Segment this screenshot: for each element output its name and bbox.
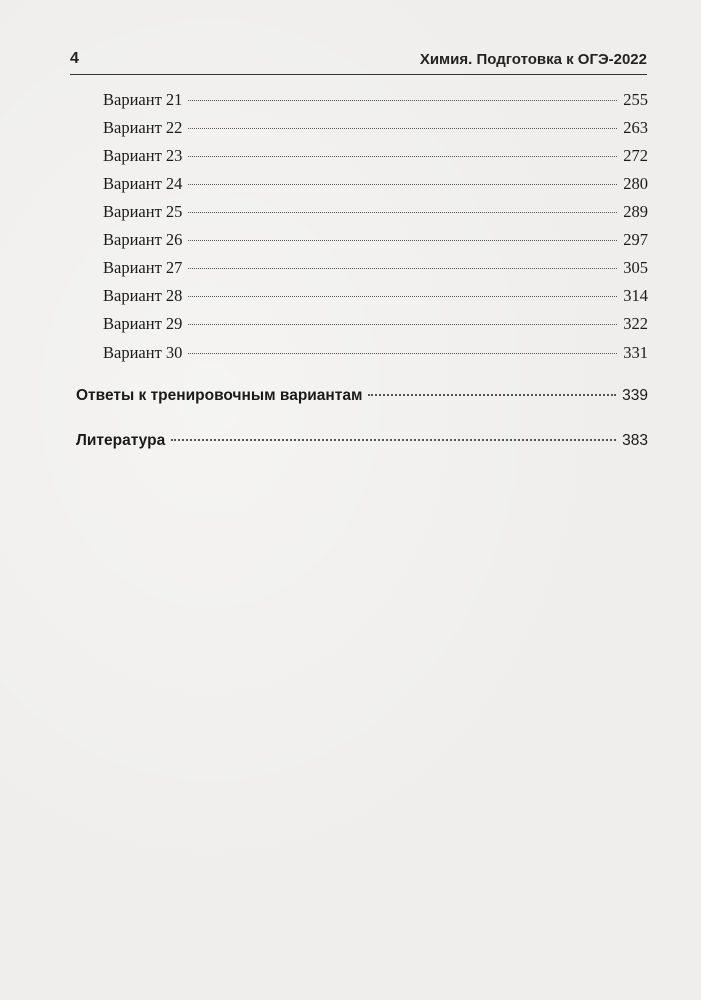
toc-entry-variant-22: [103, 116, 648, 140]
toc-section-page: 383: [622, 432, 648, 449]
toc-section-label: Ответы к тренировочным вариантам: [76, 387, 363, 404]
toc-entry-variant-26: [103, 228, 648, 252]
toc-entry-variant-29: [103, 312, 648, 336]
toc-section-answers: [76, 384, 648, 408]
dot-leader: [188, 128, 617, 129]
toc-entry-page: 331: [623, 343, 648, 362]
toc-entry-label: Вариант 30: [103, 343, 183, 362]
toc-entry-page: 263: [623, 118, 648, 137]
header-divider: [70, 74, 647, 75]
toc-entry-page: 314: [623, 286, 648, 305]
toc-entry-variant-27: [103, 256, 648, 280]
dot-leader: [188, 240, 617, 241]
page-header: [70, 50, 647, 74]
toc-entry-variant-24: [103, 172, 648, 196]
toc-entry-page: 280: [623, 174, 648, 193]
dot-leader: [188, 100, 617, 101]
toc-entry-page: 255: [623, 90, 648, 109]
toc-entry-page: 305: [623, 258, 648, 277]
dot-leader: [188, 156, 617, 157]
dot-leader: [188, 353, 617, 354]
toc-entry-page: 272: [623, 146, 648, 165]
toc-entry-page: 297: [623, 230, 648, 249]
toc-entry-label: Вариант 28: [103, 286, 183, 305]
toc-entry-label: Вариант 24: [103, 174, 183, 193]
running-title: Химия. Подготовка к ОГЭ-2022: [419, 51, 647, 68]
toc-entry-label: Вариант 21: [103, 90, 183, 109]
dot-leader: [188, 184, 617, 185]
toc-entry-page: 322: [623, 314, 648, 333]
toc-section-label: Литература: [76, 432, 166, 449]
toc-section-page: 339: [622, 387, 648, 404]
dot-leader: [171, 439, 616, 441]
toc-entry-variant-30: [103, 341, 648, 365]
dot-leader: [188, 212, 617, 213]
dot-leader: [188, 324, 617, 325]
toc-entry-variant-28: [103, 284, 648, 308]
toc-entry-label: Вариант 23: [103, 146, 183, 165]
toc-entry-variant-25: [103, 200, 648, 224]
toc-section-literature: [76, 429, 648, 453]
dot-leader: [368, 394, 616, 396]
toc-entry-label: Вариант 27: [103, 258, 183, 277]
page-number: 4: [70, 50, 79, 67]
dot-leader: [188, 296, 617, 297]
toc-entry-label: Вариант 26: [103, 230, 183, 249]
toc-entry-variant-21: [103, 88, 648, 112]
toc-entry-label: Вариант 22: [103, 118, 183, 137]
toc-entry-label: Вариант 25: [103, 202, 183, 221]
dot-leader: [188, 268, 617, 269]
toc-entry-page: 289: [623, 202, 648, 221]
toc-entry-variant-23: [103, 144, 648, 168]
toc-entry-label: Вариант 29: [103, 314, 183, 333]
